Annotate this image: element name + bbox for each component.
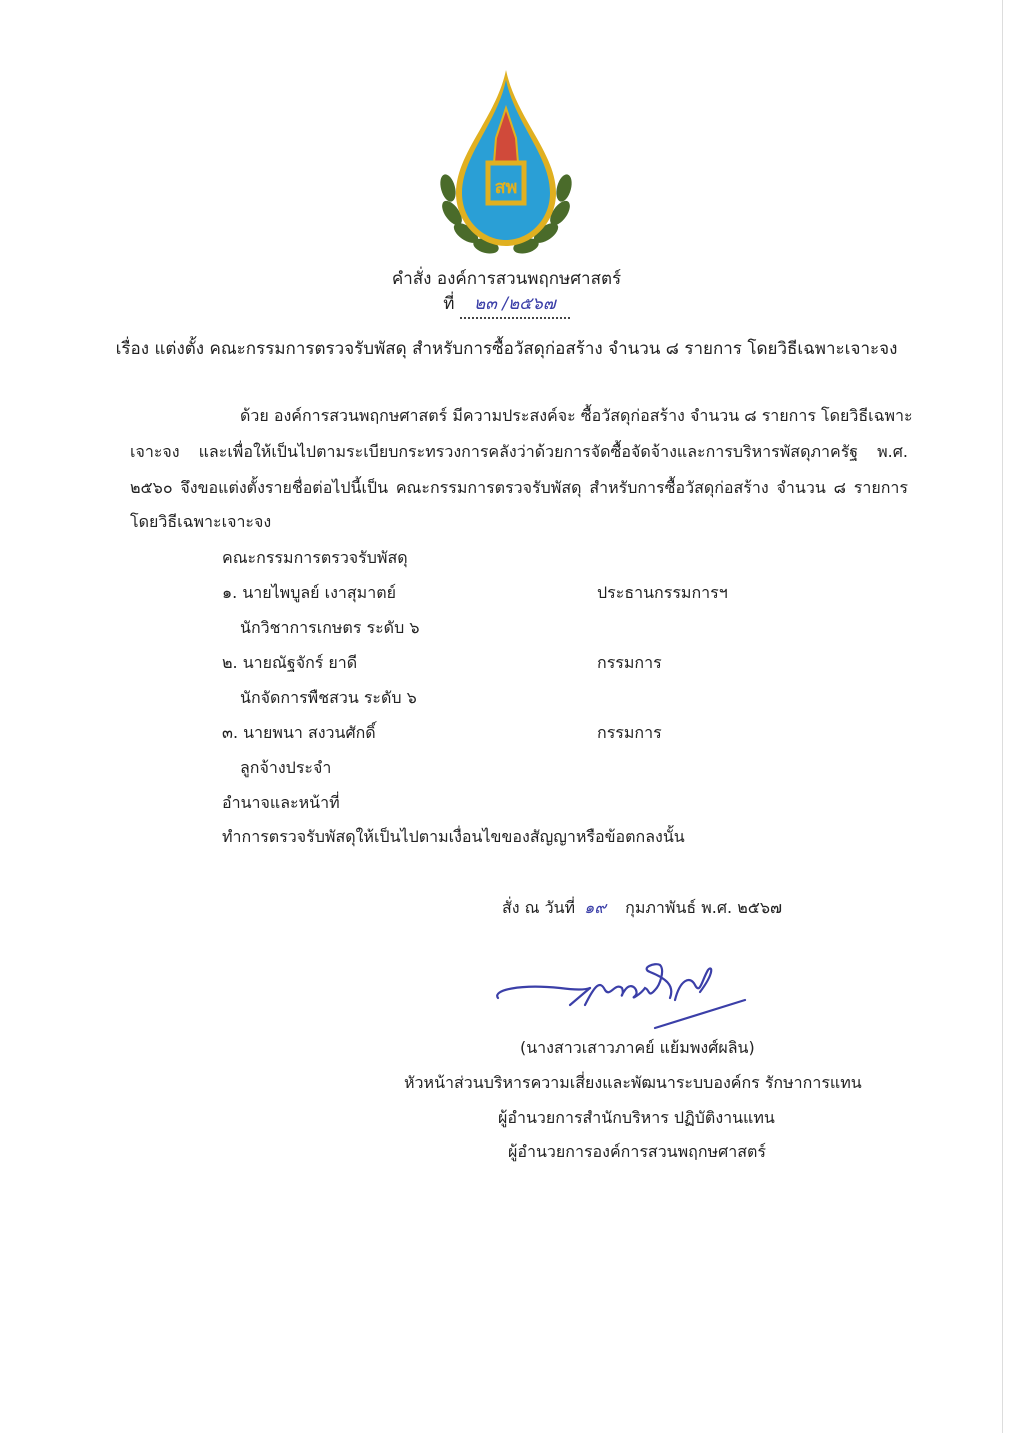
signer-title: ผู้อำนวยการสำนักบริหาร ปฏิบัติงานแทน (498, 1108, 775, 1127)
signer-title: หัวหน้าส่วนบริหารความเสี่ยงและพัฒนาระบบองค์กร รักษาการแทน (404, 1073, 862, 1092)
member-role: ประธานกรรมการฯ (597, 583, 728, 602)
duties-heading: อำนาจและหน้าที่ (222, 793, 340, 812)
scan-edge (1002, 0, 1003, 1433)
order-number-value: ๒๓ /๒๕๖๗ (460, 290, 570, 319)
signer-title: ผู้อำนวยการองค์การสวนพฤกษศาสตร์ (508, 1142, 766, 1161)
order-number-label: ที่ (443, 294, 455, 314)
svg-text:สพ: สพ (494, 177, 518, 198)
duties-text: ทำการตรวจรับพัสดุให้เป็นไปตามเงื่อนไขของสัญญาหรือข้อตกลงนั้น (222, 827, 685, 846)
paragraph-line: โดยวิธีเฉพาะเจาะจง (130, 512, 272, 531)
date-day: ๑๙ (584, 898, 607, 917)
member-role: กรรมการ (597, 653, 662, 672)
signer-name: (นางสาวเสาวภาคย์ แย้มพงศ์ผลิน) (520, 1038, 755, 1057)
member-position: นักวิชาการเกษตร ระดับ ๖ (240, 618, 420, 637)
member-name: ๑. นายไพบูลย์ เงาสุมาตย์ (222, 583, 396, 602)
member-position: ลูกจ้างประจำ (240, 758, 332, 777)
paragraph-line: ด้วย องค์การสวนพฤกษศาสตร์ มีความประสงค์จะ ซื้อวัสดุก่อสร้าง จำนวน ๘ รายการ โดยวิธีเฉพาะ (240, 406, 913, 425)
date-month-year: กุมภาพันธ์ พ.ศ. ๒๕๖๗ (625, 898, 783, 917)
signature (490, 960, 750, 1035)
document-title: คำสั่ง องค์การสวนพฤกษศาสตร์ (391, 269, 622, 289)
member-role: กรรมการ (597, 723, 662, 742)
paragraph-line: เจาะจง และเพื่อให้เป็นไปตามระเบียบกระทรวงการคลังว่าด้วยการจัดซื้อจัดจ้างและการบริหารพัสดุภาครัฐ พ.ศ. (130, 442, 908, 461)
document-subject: เรื่อง แต่งตั้ง คณะกรรมการตรวจรับพัสดุ สำหรับการซื้อวัสดุก่อสร้าง จำนวน ๘ รายการ โดยวิธีเฉพาะเจาะจง (115, 339, 898, 359)
paragraph-line: ๒๕๖๐ จึงขอแต่งตั้งรายชื่อต่อไปนี้เป็น คณะกรรมการตรวจรับพัสดุ สำหรับการซื้อวัสดุก่อสร้าง จำนวน ๘ รายการ (130, 478, 908, 497)
date-prefix: สั่ง ณ วันที่ (502, 898, 576, 917)
member-name: ๒. นายณัฐจักร์ ยาดี (222, 653, 358, 672)
organization-logo (436, 68, 576, 258)
member-name: ๓. นายพนา สงวนศักดิ์ (222, 723, 376, 742)
member-position: นักจัดการพืชสวน ระดับ ๖ (240, 688, 417, 707)
committee-heading: คณะกรรมการตรวจรับพัสดุ (222, 548, 408, 567)
order-date (502, 896, 782, 921)
order-number (0, 290, 1013, 319)
